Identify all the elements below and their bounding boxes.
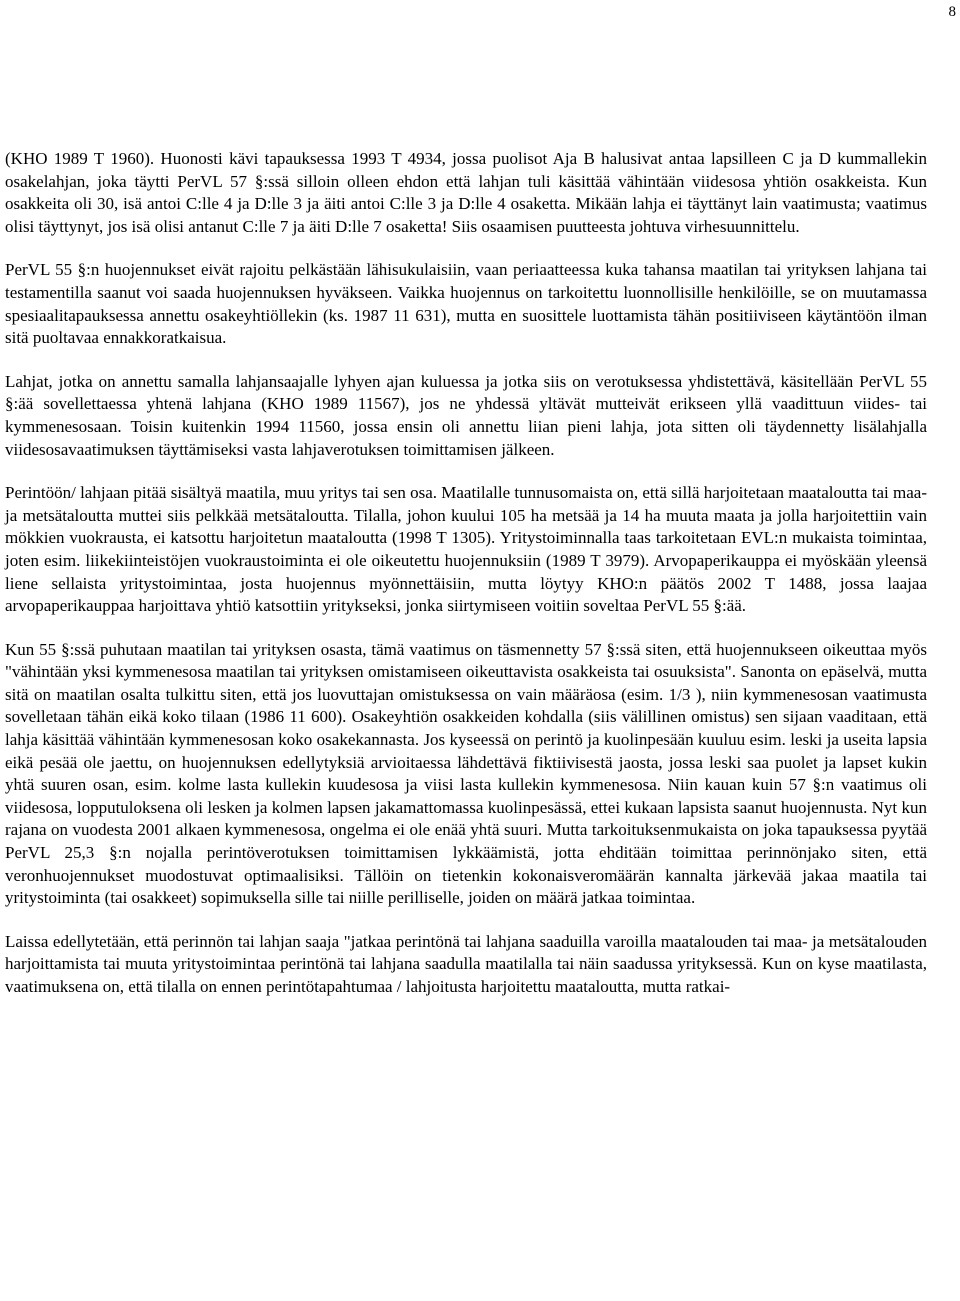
page-number: 8 — [948, 4, 956, 20]
paragraph-3: Lahjat, jotka on annettu samalla lahjansaajalle lyhyen ajan kuluessa ja jotka siis on verotuksessa yhdistettävä, käsitellään PerVL 55 §:ää sovellettaessa yhtenä lahjana (KHO 1989 11567), jos ne yhdessä yltävät mutteivät erikseen yllä vaadittuun viides- tai kymmenesosaan. Toisin kuitenkin 1994 11560, jossa ensin oli annettu liian pieni lahja, jota sitten oli täydennetty lisälahjalla viidesosavaatimuksen täyttämiseksi vasta lahjaverotuksen toimittamisen jälkeen. — [5, 371, 927, 459]
paragraph-6: Laissa edellytetään, että perinnön tai lahjan saaja "jatkaa perintönä tai lahjana saaduilla varoilla maatalouden tai maa- ja metsätalouden harjoittamista tai muuta yritystoimintaa perintönä tai lahjana saadulla maatilalla tai näin saadussa yrityksessä. Kun on kyse maatilasta, vaatimuksena on, että tilalla on ennen perintötapahtumaa / lahjoitusta harjoitettu maataloutta, mutta ratkai- — [5, 931, 927, 996]
paragraph-1: (KHO 1989 T 1960). Huonosti kävi tapauksessa 1993 T 4934, jossa puolisot Aja B halusivat antaa lapsilleen C ja D kummallekin osakelahjan, joka täytti PerVL 57 §:ssä silloin olleen ehdon että lahjan tuli käsittää vähintään viidesosa yhtiön osakkeista. Kun osakkeita oli 30, isä antoi C:lle 4 ja D:lle 3 ja äiti antoi C:lle 3 ja D:lle 4 osaketta. Mikään lahja ei täyttänyt lain vaatimusta; vaatimus olisi täyttynyt, jos isä olisi antanut C:lle 7 ja äiti D:lle 7 osaketta! Siis osaamisen puutteesta johtuva virhesuunnittelu. — [5, 149, 927, 236]
paragraph-4: Perintöön/ lahjaan pitää sisältyä maatila, muu yritys tai sen osa. Maatilalle tunnusomaista on, että sillä harjoitetaan maataloutta tai maa- ja metsätaloutta muttei siis pelkkää metsätaloutta. Tilalla, johon kuului 105 ha metsää ja 14 ha muuta maata ja jolla harjoitettiin vain mökkien vuokrausta, ei katsottu harjoitetun maataloutta (1998 T 1305). Yritystoiminnalla taas tarkoitetaan EVL:n mukaista toimintaa, joten esim. liikekiinteistöjen vuokraustoiminta ei ole oikeutettu huojennuksiin (1989 T 3979). Arvopaperikauppa ei myöskään yleensä liene sellaista yritystoimintaa, josta huojennus myönnettäisiin, mutta löytyy KHO:n päätös 2002 T 1488, jossa laajaa arvopaperikauppaa harjoittava yhtiö katsottiin yritykseksi, jonka siirtymiseen voitiin soveltaa PerVL 55 §:ää. — [5, 483, 927, 616]
paragraph-5: Kun 55 §:ssä puhutaan maatilan tai yrityksen osasta, tämä vaatimus on täsmennetty 57 §:ssä siten, että huojennukseen oikeuttaa myös "vähintään yksi kymmenesosa maatilan tai yrityksen omistamiseen oikeuttavista osakkeista tai osuuksista". Sanonta on epäselvä, mutta sitä on maatilan osalta tulkittu siten, että jos luovuttajan omistuksessa on vain määräosa (esim. 1/3 ), niin kymmenesosan vaatimusta sovelletaan tähän eikä koko tilaan (1986 11 600). Osakeyhtiön osakkeiden kohdalla (siis välillinen omistus) sen sijaan vaaditaan, että lahja käsittää vähintään kymmenesosan koko osakekannasta. Jos kyseessä on perintö ja kuolinpesään kuuluu esim. leski ja useita lapsia eikä pesää ole jaettu, on huojennuksen edellytyksiä arvioitaessa lähdettävä fiktiivisestä jaosta, jossa leski saa puolet ja lapset kukin yhtä suuren osan, esim. kolme lasta kullekin kuudesosa ja viisi lasta kullekin kymmenesosa. Niin kauan kuin 57 §:n vaatimus oli viidesosa, lopputuloksena oli lesken ja kolmen lapsen jakamattomassa kuolinpesässä, ettei kukaan lapsista saanut huojennusta. Nyt kun rajana on vuodesta 2001 alkaen kymmenesosa, ongelma ei ole enää yhtä suuri. Mutta tarkoituksenmukaista on joka tapauksessa pyytää PerVL 25,3 §:n nojalla perintöverotuksen toimittamisen lykkäämistä, jotta ehditään toimittaa perinnönjako siten, että veronhuojennukset muodostuvat optimaalisiksi. Tällöin on tietenkin kokonaisveromäärän kannalta järkevää jakaa maatila tai yritystoiminta (tai osakkeet) sopimuksella sille tai niille perilliselle, joiden on määrä jatkaa toimintaa. — [5, 639, 927, 908]
paragraph-2: PerVL 55 §:n huojennukset eivät rajoitu pelkästään lähisukulaisiin, vaan periaatteessa kuka tahansa maatilan tai yrityksen lahjana tai testamentilla saanut voi saada huojennuksen hyväkseen. Vaikka huojennus on tarkoitettu luonnollisille henkilöille, se on muutamassa spesiaalitapauksessa annettu osakeyhtiöllekin (ks. 1987 11 631), mutta en suosittele luottamista tähän positiiviseen käytäntöön ilman sitä puoltavaa ennakkoratkaisua. — [5, 260, 927, 348]
document-body — [5, 148, 927, 999]
